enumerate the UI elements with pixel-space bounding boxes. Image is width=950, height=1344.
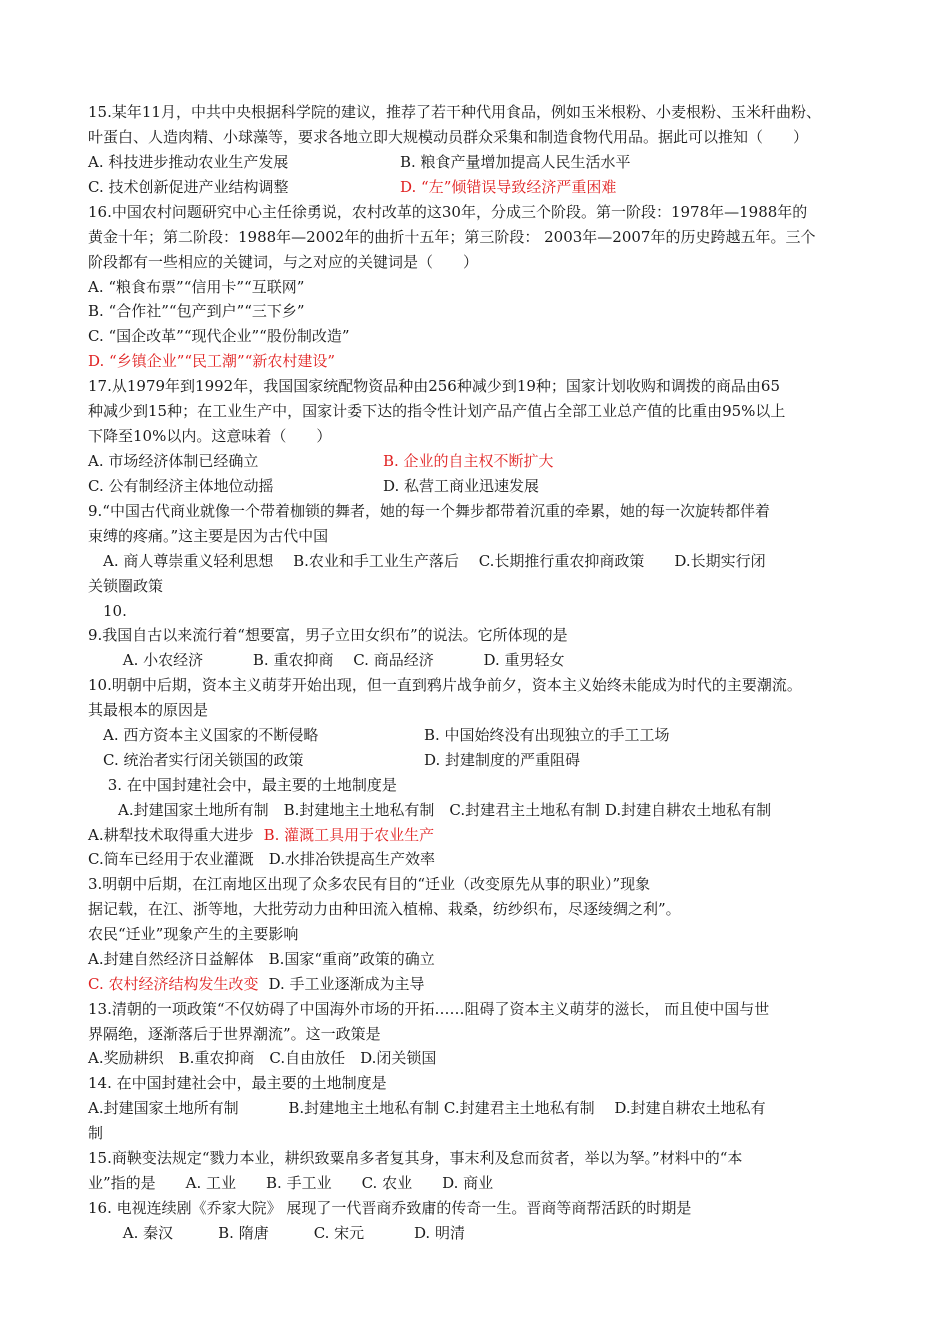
text-line: C. “国企改革”“现代企业”“股份制改造”: [88, 327, 350, 345]
text-line: 3. 在中国封建社会中，最主要的土地制度是: [88, 776, 397, 794]
text-line: 制: [88, 1124, 104, 1142]
text-line: A.封建国家土地所有制 B.封建地主土地私有制 C.封建君主土地私有制 D.封建自耕农土地私有: [88, 1099, 766, 1117]
text-line: [88, 824, 434, 846]
option-left: C. 技术创新促进产业结构调整: [88, 178, 289, 196]
option-right: D. “左”倾错误导致经济严重困难: [400, 178, 617, 196]
text-line: 农民“迁业”现象产生的主要影响: [88, 925, 299, 943]
option-left: C. 公有制经济主体地位动摇: [88, 477, 274, 495]
text-line: A.奖励耕织 B.重农抑商 C.自由放任 D.闭关锁国: [88, 1049, 437, 1067]
text-line: B. “合作社”“包产到户”“三下乡”: [88, 302, 305, 320]
option-left: A.耕犁技术取得重大进步: [88, 826, 254, 844]
text-line: 10.: [88, 602, 127, 620]
text-line: A.封建国家土地所有制 B.封建地主土地私有制 C.封建君主土地私有制 D.封建自耕农土地私有制: [88, 801, 772, 819]
text-line: A.封建自然经济日益解体 B.国家“重商”政策的确立: [88, 950, 435, 968]
text-line: A. “粮食布票”“信用卡”“互联网”: [88, 278, 305, 296]
option-left: C. 农村经济结构发生改变: [88, 975, 259, 993]
text-line: 阶段都有一些相应的关键词，与之对应的关键词是（ ）: [88, 253, 479, 271]
text-line: [88, 151, 631, 173]
text-line: 15.商鞅变法规定“戮力本业，耕织致粟帛多者复其身，事末利及怠而贫者，举以为孥。”材料中的“本: [88, 1149, 743, 1167]
option-right: B. 中国始终没有出现独立的手工工场: [424, 726, 670, 744]
option-left: A. 市场经济体制已经确立: [88, 452, 259, 470]
option-left: A. 科技进步推动农业生产发展: [88, 153, 289, 171]
text-line: 14. 在中国封建社会中，最主要的土地制度是: [88, 1074, 387, 1092]
text-line: 束缚的疼痛。”这主要是因为古代中国: [88, 527, 329, 545]
text-line: 关锁圈政策: [88, 577, 164, 595]
option-right: D. 手工业逐渐成为主导: [268, 975, 425, 993]
text-line: 种减少到15种；在工业生产中，国家计委下达的指令性计划产品产值占全部工业总产值的比重由95%以上: [88, 402, 786, 420]
text-line: 其最根本的原因是: [88, 701, 209, 719]
text-line: D. “乡镇企业”“民工潮”“新农村建设”: [88, 352, 336, 370]
text-line: [88, 176, 617, 198]
text-line: [88, 724, 670, 746]
option-right: B. 灌溉工具用于农业生产: [263, 826, 435, 844]
text-line: 3.明朝中后期，在江南地区出现了众多农民有目的“迁业（改变原先从事的职业）”现象: [88, 875, 651, 893]
option-right: D. 封建制度的严重阻碍: [424, 751, 581, 769]
text-line: 9.“中国古代商业就像一个带着枷锁的舞者，她的每一个舞步都带着沉重的牵累，她的每一次旋转都伴着: [88, 502, 770, 520]
text-line: A. 商人尊崇重义轻利思想 B.农业和手工业生产落后 C.长期推行重农抑商政策 D.长期实行闭: [88, 552, 766, 570]
text-line: 叶蛋白、人造肉精、小球藻等，要求各地立即大规模动员群众采集和制造食物代用品。据此可以推知（ ）: [88, 128, 809, 146]
text-line: 10.明朝中后期，资本主义萌芽开始出现，但一直到鸦片战争前夕，资本主义始终未能成为时代的主要潮流。: [88, 676, 802, 694]
option-right: B. 粮食产量增加提高人民生活水平: [400, 153, 631, 171]
text-line: A. 秦汉 B. 隋唐 C. 宋元 D. 明清: [88, 1224, 465, 1242]
text-line: A. 小农经济 B. 重农抑商 C. 商品经济 D. 重男轻女: [88, 651, 565, 669]
text-line: 界隔绝，逐渐落后于世界潮流”。这一政策是: [88, 1025, 381, 1043]
text-line: 15.某年11月，中共中央根据科学院的建议，推荐了若干种代用食品，例如玉米根粉、小麦根粉、玉米秆曲粉、: [88, 103, 821, 121]
text-line: 16.中国农村问题研究中心主任徐勇说，农村改革的这30年，分成三个阶段。第一阶段：1978年—1988年的: [88, 203, 808, 221]
option-left: C. 统治者实行闭关锁国的政策: [88, 751, 304, 769]
text-line: 17.从1979年到1992年，我国国家统配物资品种由256种减少到19种；国家计划收购和调拨的商品由65: [88, 377, 781, 395]
option-right: B. 企业的自主权不断扩大: [383, 452, 554, 470]
text-line: C.筒车已经用于农业灌溉 D.水排冶铁提高生产效率: [88, 850, 435, 868]
text-line: 16. 电视连续剧《乔家大院》 展现了一代晋商乔致庸的传奇一生。晋商等商帮活跃的时期是: [88, 1199, 692, 1217]
text-line: [88, 749, 581, 771]
text-line: 据记载，在江、浙等地，大批劳动力由种田流入植棉、栽桑，纺纱织布，尽逐绫绸之利”。: [88, 900, 681, 918]
text-line: [88, 475, 540, 497]
option-right: D. 私营工商业迅速发展: [383, 477, 540, 495]
option-left: A. 西方资本主义国家的不断侵略: [88, 726, 319, 744]
text-line: 9.我国自古以来流行着“想要富，男子立田女织布”的说法。它所体现的是: [88, 626, 568, 644]
text-line: [88, 450, 554, 472]
text-line: 黄金十年；第二阶段：1988年—2002年的曲折十五年；第三阶段： 2003年—2007年的历史跨越五年。三个: [88, 228, 816, 246]
text-line: 下降至10%以内。这意味着（ ）: [88, 427, 332, 445]
text-line: 13.清朝的一项政策“不仅妨碍了中国海外市场的开拓……阻碍了资本主义萌芽的滋长， 而且使中国与世: [88, 1000, 770, 1018]
text-line: 业”指的是 A. 工业 B. 手工业 C. 农业 D. 商业: [88, 1174, 494, 1192]
text-line: [88, 973, 425, 995]
